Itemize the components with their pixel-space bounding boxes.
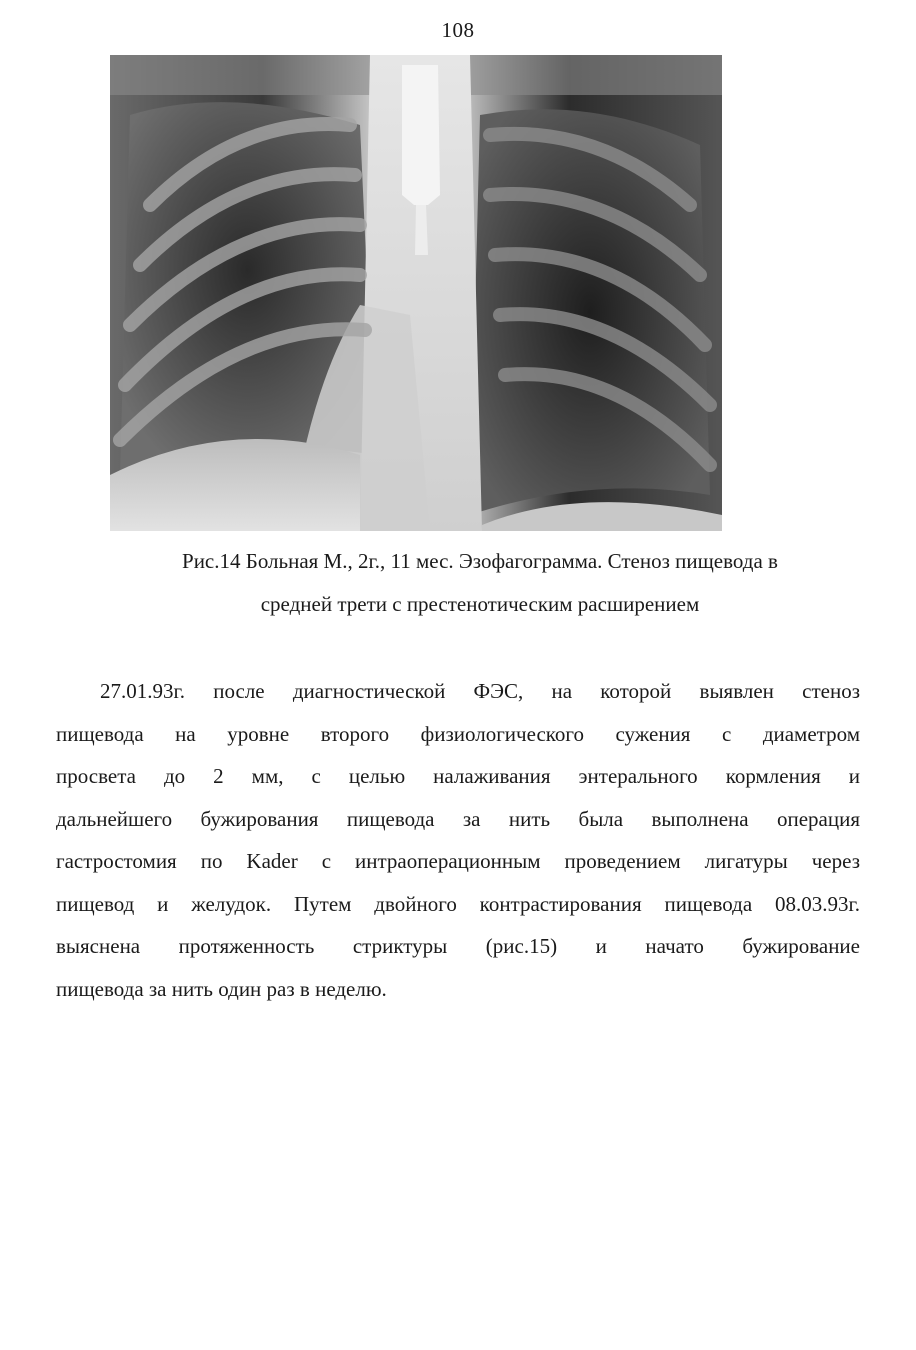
body-line: выяснена протяженность стриктуры (рис.15) и начато бужирование [56,934,860,958]
body-line: пищевода на уровне второго физиологического сужения с диаметром [56,721,860,746]
xray-image [110,55,722,531]
body-line: 27.01.93г. после диагностической ФЭС, на которой выявлен стеноз [100,679,860,703]
figure-caption-line-1: Рис.14 Больная М., 2г., 11 мес. Эзофагограмма. Стеноз пищевода в [182,549,778,573]
figure-caption-line-2: средней трети с престенотическим расширением [260,592,700,616]
body-line: гастростомия по Kader с интраоперационным проведением лигатуры через [56,849,860,873]
body-line: пищевод и желудок. Путем двойного контрастирования пищевода 08.03.93г. [56,891,860,916]
body-line: просвета до 2 мм, с целью налаживания энтерального кормления и [56,764,860,788]
body-paragraph [56,670,860,1010]
page-number: 108 [441,18,475,42]
body-line: пищевода за нить один раз в неделю. [56,976,387,1001]
body-line: дальнейшего бужирования пищевода за нить была выполнена операция [56,806,860,831]
